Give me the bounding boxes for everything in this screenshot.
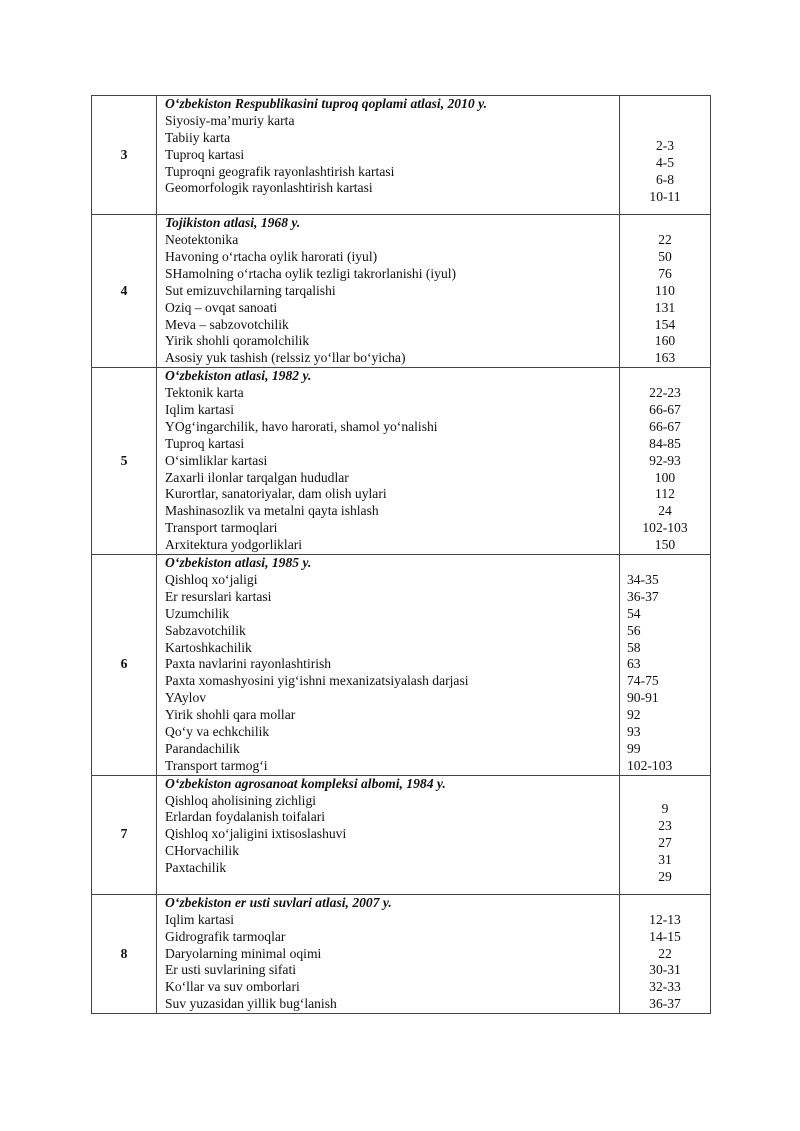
map-name: Zaxarli ilonlar tarqalgan hududlar bbox=[165, 469, 349, 485]
map-page: 31 bbox=[658, 851, 672, 867]
map-name: Havoning o‘rtacha oylik harorati (iyul) bbox=[165, 249, 378, 265]
section-items bbox=[157, 775, 620, 894]
map-name: Er resurslari kartasi bbox=[165, 588, 272, 604]
map-name: SHamolning o‘rtacha oylik tezligi takrorlanishi (iyul) bbox=[165, 265, 457, 281]
section-items bbox=[157, 215, 620, 368]
map-name: Arxitektura yodgorliklari bbox=[165, 537, 303, 553]
map-name: Tektonik karta bbox=[165, 385, 244, 401]
map-name: Yirik shohli qoramolchilik bbox=[165, 333, 310, 349]
map-name: Transport tarmoqlari bbox=[165, 520, 278, 536]
map-page: 92-93 bbox=[649, 452, 681, 468]
map-name: Qo‘y va echkchilik bbox=[165, 723, 270, 739]
map-page: 50 bbox=[658, 249, 672, 265]
map-name: Geomorfologik rayonlashtirish kartasi bbox=[165, 180, 373, 196]
map-name: Kurortlar, sanatoriyalar, dam olish uylari bbox=[165, 486, 387, 502]
map-page: 22 bbox=[658, 945, 672, 961]
map-page: 24 bbox=[658, 503, 672, 519]
section-number: 3 bbox=[92, 96, 157, 215]
map-name: Gidrografik tarmoqlar bbox=[165, 928, 286, 944]
map-name: Yirik shohli qara mollar bbox=[165, 707, 296, 723]
section-number: 7 bbox=[92, 775, 157, 894]
map-page: 30-31 bbox=[649, 962, 681, 978]
section-pages bbox=[620, 96, 711, 215]
section-pages bbox=[620, 368, 711, 555]
map-page: 58 bbox=[627, 639, 641, 655]
map-page: 102-103 bbox=[642, 520, 688, 536]
map-page: 163 bbox=[654, 350, 676, 366]
map-page: 102-103 bbox=[627, 757, 673, 773]
map-page: 6-8 bbox=[655, 172, 675, 187]
section-items bbox=[157, 555, 620, 776]
pages-spacer bbox=[620, 784, 710, 801]
section-items bbox=[157, 368, 620, 555]
map-page: 54 bbox=[627, 605, 641, 621]
map-page bbox=[620, 121, 710, 138]
map-page: 154 bbox=[654, 316, 676, 332]
map-page: 110 bbox=[655, 282, 675, 298]
section-number: 8 bbox=[92, 894, 157, 1013]
map-page: 4-5 bbox=[655, 155, 675, 171]
map-name: Transport tarmog‘i bbox=[165, 757, 268, 773]
pages-spacer bbox=[620, 104, 710, 121]
atlas-section-row bbox=[92, 368, 711, 555]
map-name: Qishloq aholisining zichligi bbox=[165, 792, 317, 808]
map-name: Er usti suvlarining sifati bbox=[165, 962, 297, 978]
atlas-title: O‘zbekiston atlasi, 1985 y. bbox=[165, 555, 312, 571]
section-pages bbox=[620, 775, 711, 894]
map-page: 66-67 bbox=[649, 418, 681, 434]
map-page: 34-35 bbox=[627, 571, 659, 587]
atlas-title: O‘zbekiston agrosanoat kompleksi albomi, 1984 y. bbox=[165, 775, 446, 791]
map-page: 32-33 bbox=[649, 979, 681, 995]
map-page: 22 bbox=[658, 232, 672, 248]
map-page: 150 bbox=[654, 537, 676, 553]
map-name: Iqlim kartasi bbox=[165, 402, 235, 418]
pages-spacer bbox=[620, 215, 710, 232]
map-name: Kartoshkachilik bbox=[165, 639, 252, 655]
map-page: 99 bbox=[627, 740, 641, 756]
section-number: 5 bbox=[92, 368, 157, 555]
map-page: 29 bbox=[658, 868, 672, 884]
map-name: Iqlim kartasi bbox=[165, 911, 235, 927]
map-page: 74-75 bbox=[627, 673, 659, 689]
map-name: Sabzavotchilik bbox=[165, 622, 246, 638]
atlas-section-row bbox=[92, 215, 711, 368]
map-name: Sut emizuvchilarning tarqalishi bbox=[165, 282, 336, 298]
map-name: Tabiiy karta bbox=[165, 129, 231, 145]
atlas-title: O‘zbekiston atlasi, 1982 y. bbox=[165, 368, 312, 384]
atlas-section-row bbox=[92, 775, 711, 894]
section-number: 4 bbox=[92, 215, 157, 368]
map-name: CHorvachilik bbox=[165, 843, 239, 859]
map-page: 160 bbox=[654, 333, 676, 349]
map-page: 112 bbox=[655, 486, 675, 502]
map-name: Uzumchilik bbox=[165, 605, 230, 621]
map-page: 131 bbox=[654, 299, 676, 315]
map-name: Tuproq kartasi bbox=[165, 435, 245, 451]
map-name: Paxta xomashyosini yig‘ishni mexanizatsiyalash darjasi bbox=[165, 673, 469, 689]
map-page: 12-13 bbox=[649, 911, 681, 927]
map-name: Paxta navlarini rayonlashtirish bbox=[165, 656, 332, 672]
map-name: Neotektonika bbox=[165, 232, 239, 248]
map-page: 10-11 bbox=[649, 188, 681, 204]
map-name: Parandachilik bbox=[165, 740, 240, 756]
map-name: Daryolarning minimal oqimi bbox=[165, 945, 322, 961]
section-items bbox=[157, 894, 620, 1013]
map-name: Paxtachilik bbox=[165, 860, 227, 876]
map-name: Tuproq kartasi bbox=[165, 146, 245, 162]
map-page: 36-37 bbox=[649, 996, 681, 1012]
map-page: 14-15 bbox=[649, 928, 681, 944]
map-page: 92 bbox=[627, 707, 641, 723]
row-spacer bbox=[165, 197, 619, 214]
map-page: 2-3 bbox=[655, 138, 675, 154]
atlas-title: Tojikiston atlasi, 1968 y. bbox=[165, 215, 301, 231]
map-page: 36-37 bbox=[627, 588, 659, 604]
map-page: 63 bbox=[627, 656, 641, 672]
pages-spacer bbox=[620, 555, 710, 572]
atlas-section-row bbox=[92, 96, 711, 215]
atlas-section-row bbox=[92, 555, 711, 776]
pages-spacer bbox=[620, 895, 710, 912]
map-name: Tuproqni geografik rayonlashtirish kartasi bbox=[165, 163, 395, 179]
section-pages bbox=[620, 555, 711, 776]
row-spacer bbox=[165, 877, 619, 894]
pages-spacer bbox=[620, 368, 710, 385]
map-name: Erlardan foydalanish toifalari bbox=[165, 809, 326, 825]
map-name: Oziq – ovqat sanoati bbox=[165, 299, 278, 315]
map-page: 84-85 bbox=[649, 435, 681, 451]
map-page: 76 bbox=[658, 265, 672, 281]
map-page: 93 bbox=[627, 723, 641, 739]
atlas-section-row bbox=[92, 894, 711, 1013]
atlas-title: O‘zbekiston Respublikasini tuproq qoplami atlasi, 2010 y. bbox=[165, 96, 488, 111]
map-name: Ko‘llar va suv omborlari bbox=[165, 979, 300, 995]
atlas-table-body bbox=[92, 96, 711, 1014]
atlas-title: O‘zbekiston er usti suvlari atlasi, 2007 y. bbox=[165, 894, 392, 910]
map-name: Qishloq xo‘jaligini ixtisoslashuvi bbox=[165, 826, 347, 842]
map-page: 22-23 bbox=[649, 385, 681, 401]
map-name: Siyosiy-ma’muriy karta bbox=[165, 112, 295, 128]
map-name: Qishloq xo‘jaligi bbox=[165, 571, 258, 587]
map-page: 90-91 bbox=[627, 690, 659, 706]
map-page: 27 bbox=[658, 834, 672, 850]
map-name: Meva – sabzovotchilik bbox=[165, 316, 289, 332]
map-name: YAylov bbox=[165, 690, 207, 706]
map-name: Suv yuzasidan yillik bug‘lanish bbox=[165, 996, 337, 1012]
map-name: Asosiy yuk tashish (relssiz yo‘llar bo‘yicha) bbox=[165, 350, 406, 366]
map-page: 9 bbox=[661, 800, 669, 816]
map-name: Mashinasozlik va metalni qayta ishlash bbox=[165, 503, 379, 519]
map-page: 100 bbox=[654, 469, 676, 485]
map-page: 56 bbox=[627, 622, 641, 638]
section-items bbox=[157, 96, 620, 215]
atlas-table bbox=[91, 95, 711, 1014]
section-pages bbox=[620, 215, 711, 368]
map-name: YOg‘ingarchilik, havo harorati, shamol yo‘nalishi bbox=[165, 418, 438, 434]
map-name: O‘simliklar kartasi bbox=[165, 452, 268, 468]
map-page: 23 bbox=[658, 817, 672, 833]
section-number: 6 bbox=[92, 555, 157, 776]
section-pages bbox=[620, 894, 711, 1013]
map-page: 66-67 bbox=[649, 402, 681, 418]
